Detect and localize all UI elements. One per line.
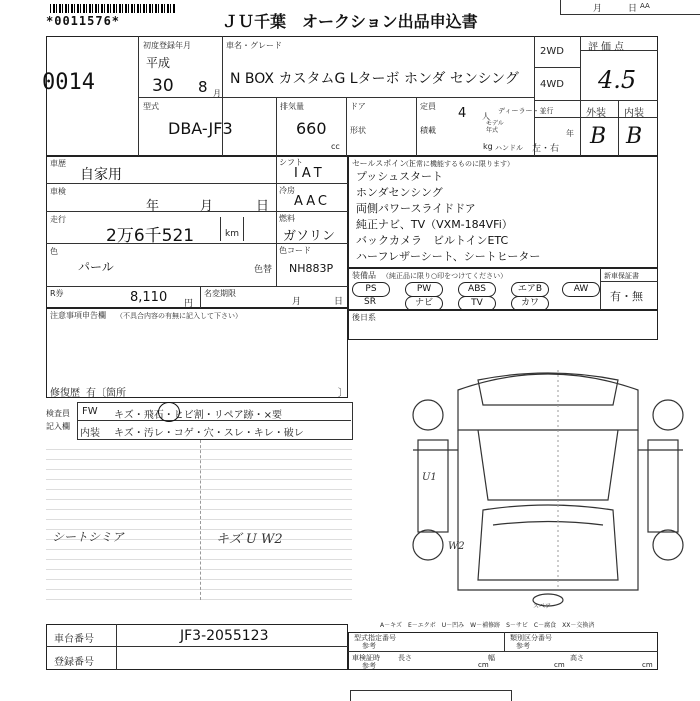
- date-code: AA: [640, 2, 650, 10]
- inspector-label: 検査員記入欄: [46, 409, 70, 431]
- sales-point-item: ハーフレザーシート、シートヒーター: [356, 250, 541, 263]
- class-ref: 参考: [516, 642, 530, 650]
- fuel-label: 燃料: [279, 214, 295, 223]
- shape-label: 形状: [350, 126, 366, 135]
- mileage-value: 2万6千521: [106, 226, 195, 246]
- equip-tv[interactable]: TV: [458, 296, 496, 311]
- circle-mark: [158, 402, 180, 422]
- height-unit: cm: [642, 661, 653, 669]
- sales-point-item: ホンダセンシング: [356, 186, 443, 199]
- repair-label: 修復歴: [50, 388, 80, 399]
- reg-year: 30: [152, 76, 174, 96]
- mileage-unit: km: [225, 229, 239, 239]
- capacity-label: 定員: [420, 102, 436, 111]
- dealer-label: ディーラー・並行: [498, 107, 554, 115]
- barcode-number: *0011576*: [46, 14, 121, 28]
- warranty-value: 有・無: [610, 290, 643, 303]
- equip-airbag[interactable]: エアB: [511, 282, 549, 297]
- chassis-number: JF3-2055123: [180, 628, 269, 644]
- grade-label: 評価点: [588, 42, 627, 53]
- class-label: 類別区分番号: [510, 634, 552, 642]
- displacement-unit: cc: [331, 142, 340, 151]
- warranty-label: 新車保証書: [604, 272, 639, 280]
- equip-ps[interactable]: PS: [352, 282, 390, 297]
- barcode: [50, 4, 175, 13]
- reg-month-unit: 月: [213, 89, 221, 98]
- name-change-label: 名変期限: [204, 289, 236, 298]
- grade-score: 4.5: [598, 66, 637, 94]
- inspection-year: 年: [146, 199, 160, 214]
- equip-abs[interactable]: ABS: [458, 282, 496, 297]
- handwritten-note-1: シートシミア: [52, 530, 125, 544]
- type-designation-label: 型式指定番号: [354, 634, 396, 642]
- sales-points-note: （正常に機能するものに限ります）: [402, 160, 514, 168]
- damage-mark-1: U1: [422, 472, 437, 483]
- equipment-label: 装備品: [352, 271, 376, 280]
- first-reg-label: 初度登録年月: [143, 41, 191, 50]
- type-label: 型式: [143, 102, 159, 111]
- length-label: 長さ: [398, 654, 412, 662]
- inspection-month: 月: [200, 199, 214, 214]
- width-unit: cm: [554, 661, 565, 669]
- reg-month: 8: [198, 78, 208, 96]
- length-unit: cm: [478, 661, 489, 669]
- cert-label: 車検証時: [352, 654, 380, 662]
- handwritten-note-2: キズ U W2: [216, 532, 283, 547]
- door-label: ドア: [350, 102, 366, 111]
- notes-label: 注意事項申告欄: [50, 311, 106, 320]
- mileage-label: 走行: [50, 215, 66, 224]
- sales-point-item: 両側パワースライドドア: [356, 202, 476, 215]
- capacity-unit: 人: [482, 112, 490, 121]
- ac-label: 冷房: [279, 186, 295, 195]
- date-month: 月: [593, 4, 603, 14]
- height-label: 高さ: [570, 654, 584, 662]
- recycle-unit: 円: [184, 299, 194, 309]
- displacement-label: 排気量: [280, 102, 304, 111]
- interior-grade-label: 内装: [624, 108, 644, 119]
- inspection-label: 車検: [50, 187, 66, 196]
- handle-value: 左・右: [532, 144, 560, 154]
- sales-points-label: セールスポイント: [352, 159, 416, 168]
- plate-label: 登録番号: [54, 657, 94, 668]
- ac-value: AAC: [294, 194, 330, 209]
- exterior-grade-label: 外装: [586, 108, 606, 119]
- recycle-value: 8,110: [130, 290, 168, 305]
- lot-number: 0014: [42, 70, 95, 95]
- footer-stub: [350, 690, 512, 701]
- repair-close: 〕: [338, 388, 348, 399]
- equip-navi[interactable]: ナビ: [405, 296, 443, 311]
- interior-grade-value: B: [626, 124, 643, 149]
- fuel-value: ガソリン: [283, 229, 336, 244]
- era-value: 平成: [146, 56, 171, 70]
- inspector-interior-items: キズ・汚レ・コゲ・穴・スレ・キレ・破レ: [114, 428, 304, 439]
- notes-note: （不具合内容の有無に記入して下さい）: [116, 312, 242, 320]
- sales-point-item: プッシュスタート: [356, 170, 444, 183]
- color-change-label: 色替: [254, 265, 273, 275]
- displacement-value: 660: [296, 119, 327, 138]
- name-change-month: 月: [292, 297, 302, 307]
- model-year-unit: 年: [566, 129, 574, 138]
- car-diagram: [398, 350, 698, 620]
- equip-aw[interactable]: AW: [562, 282, 600, 297]
- shift-value: IAT: [294, 166, 326, 181]
- model-year-label: モデル年式: [486, 120, 504, 134]
- name-label: 車名・グレード: [226, 41, 282, 50]
- sales-point-item: 純正ナビ、TV（VXM-184VFi）: [356, 218, 513, 231]
- spare-label: スペア: [533, 603, 552, 610]
- vehicle-name: N BOX カスタムG Lターボ ホンダ センシング: [230, 71, 519, 87]
- load-unit: kg: [483, 142, 493, 151]
- wd-2-option: 2WD: [540, 46, 564, 57]
- form-title: ＪＵ千葉 オークション出品申込書: [222, 12, 478, 31]
- inspector-exterior-items: キズ・飛石・ヒビ割・リペア跡・×要: [114, 410, 282, 421]
- damage-mark-2: W2: [448, 541, 465, 552]
- history-value: 自家用: [80, 167, 122, 183]
- load-label: 積載: [420, 126, 436, 135]
- capacity-value: 4: [458, 106, 467, 121]
- repair-value: 有〔箇所: [86, 388, 126, 399]
- inspector-ruled-area: [46, 440, 352, 600]
- recycle-label: R券: [50, 289, 64, 298]
- handle-label: ハンドル: [495, 144, 523, 152]
- shift-label: シフト: [279, 158, 303, 167]
- rear-seat-label: 後日系: [352, 313, 376, 322]
- equipment-note: （純正品に限り○印をつけてください）: [382, 272, 508, 280]
- sales-point-item: バックカメラ ビルトインETC: [356, 234, 509, 247]
- color-value: パール: [78, 260, 114, 274]
- wd-4-option: 4WD: [540, 79, 564, 90]
- name-change-day: 日: [334, 297, 344, 307]
- color-label: 色: [50, 247, 58, 256]
- equip-sr[interactable]: SR: [364, 297, 376, 307]
- color-code-value: NH883P: [289, 262, 334, 275]
- width-label: 幅: [488, 654, 495, 662]
- rear-seat-block: [348, 310, 658, 340]
- inspector-interior-label: 内装: [80, 428, 100, 439]
- history-label: 車歴: [50, 159, 66, 168]
- inspection-day: 日: [256, 199, 270, 214]
- chassis-label: 車台番号: [54, 634, 94, 645]
- equip-pw[interactable]: PW: [405, 282, 443, 297]
- exterior-grade-value: B: [590, 124, 607, 149]
- cert-ref: 参考: [362, 662, 376, 670]
- equip-leather[interactable]: カワ: [511, 296, 549, 311]
- inspector-exterior-label: FW: [82, 406, 98, 417]
- damage-legend: A－キズ E－エクボ U－凹み W－補修跡 S－サビ C－腐食 XX－交換済: [380, 622, 595, 629]
- color-code-label: 色コード: [279, 246, 311, 255]
- type-designation-ref: 参考: [362, 642, 376, 650]
- model-code: DBA-JF3: [168, 119, 233, 138]
- date-day: 日: [628, 4, 638, 14]
- sales-points-list: [356, 169, 540, 265]
